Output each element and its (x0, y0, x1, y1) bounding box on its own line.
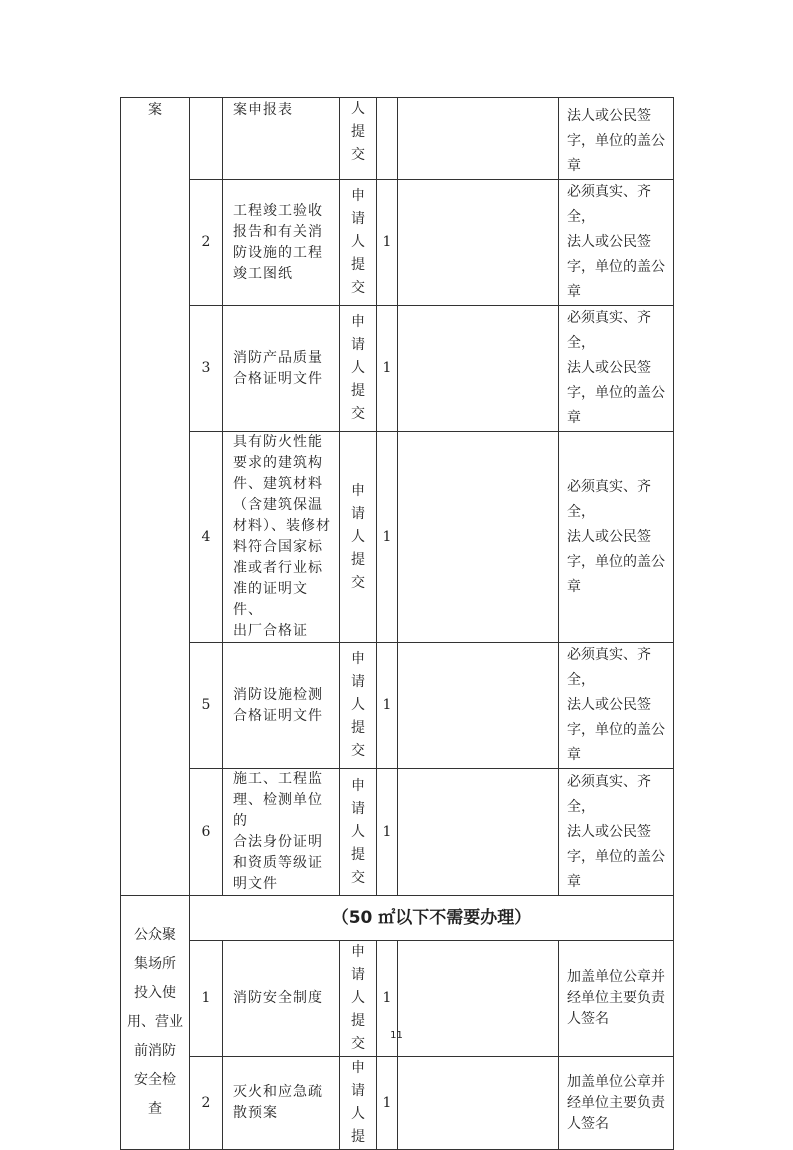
material-form (398, 643, 559, 769)
item-number: 6 (190, 769, 223, 896)
material-name: 消防产品质量 合格证明文件 (223, 306, 340, 432)
material-source: 申 请 人 提 交 (340, 643, 377, 769)
copies-count: 1 (377, 941, 398, 1057)
material-name: 消防安全制度 (223, 941, 340, 1057)
requirement-text: 必须真实、齐全， 法人或公民签 字，单位的盖公 章 (559, 180, 674, 306)
copies-count (377, 98, 398, 180)
materials-table (120, 97, 674, 1150)
item-number: 4 (190, 432, 223, 643)
table-row (121, 769, 674, 896)
material-name: 施工、工程监 理、检测单位的 合法身份证明 和资质等级证 明文件 (223, 769, 340, 896)
material-form (398, 1057, 559, 1150)
table-row (121, 643, 674, 769)
item-number (190, 98, 223, 180)
material-source: 申 请 人 提 交 (340, 180, 377, 306)
requirement-text: 必须真实、齐全， 法人或公民签 字，单位的盖公 章 (559, 432, 674, 643)
requirement-text: 必须真实、齐全， 法人或公民签 字，单位的盖公 章 (559, 306, 674, 432)
table-row (121, 1057, 674, 1150)
category-cell: 案 (121, 98, 190, 896)
material-form (398, 432, 559, 643)
material-name: 消防设施检测 合格证明文件 (223, 643, 340, 769)
requirement-text: 法人或公民签 字，单位的盖公 章 (559, 98, 674, 180)
copies-count: 1 (377, 1057, 398, 1150)
material-source: 申 请 人 提 交 (340, 306, 377, 432)
copies-count: 1 (377, 643, 398, 769)
material-source: 人 提 交 (340, 98, 377, 180)
material-source: 申 请 人 提 (340, 1057, 377, 1150)
note-banner: （50 ㎡以下不需要办理） (190, 896, 674, 941)
copies-count: 1 (377, 769, 398, 896)
category-cell: 公众聚 集场所 投入使 用、营业 前消防 安全检 查 (121, 896, 190, 1150)
item-number: 1 (190, 941, 223, 1057)
item-number: 2 (190, 1057, 223, 1150)
page-number: 11 (390, 1030, 403, 1041)
material-form (398, 180, 559, 306)
copies-count: 1 (377, 306, 398, 432)
material-form (398, 769, 559, 896)
item-number: 2 (190, 180, 223, 306)
material-source: 申 请 人 提 交 (340, 432, 377, 643)
requirement-text: 必须真实、齐全， 法人或公民签 字，单位的盖公 章 (559, 643, 674, 769)
material-source: 申 请 人 提 交 (340, 941, 377, 1057)
material-name: 工程竣工验收 报告和有关消 防设施的工程 竣工图纸 (223, 180, 340, 306)
material-name: 具有防火性能 要求的建筑构 件、建筑材料 （含建筑保温 材料）、装修材 料符合国家标 准或者行业标 准的证明文件、 出厂合格证 (223, 432, 340, 643)
requirement-text: 加盖单位公章并 经单位主要负责 人签名 (559, 941, 674, 1057)
material-source: 申 请 人 提 交 (340, 769, 377, 896)
material-name: 案申报表 (223, 98, 340, 180)
material-form (398, 98, 559, 180)
copies-count: 1 (377, 432, 398, 643)
table-row (121, 432, 674, 643)
requirement-text: 加盖单位公章并 经单位主要负责 人签名 (559, 1057, 674, 1150)
material-form (398, 306, 559, 432)
table-row (121, 306, 674, 432)
table-row (121, 180, 674, 306)
copies-count: 1 (377, 180, 398, 306)
material-name: 灭火和应急疏 散预案 (223, 1057, 340, 1150)
item-number: 5 (190, 643, 223, 769)
item-number: 3 (190, 306, 223, 432)
requirement-text: 必须真实、齐全， 法人或公民签 字，单位的盖公 章 (559, 769, 674, 896)
table-row (121, 896, 674, 941)
table-row (121, 98, 674, 180)
